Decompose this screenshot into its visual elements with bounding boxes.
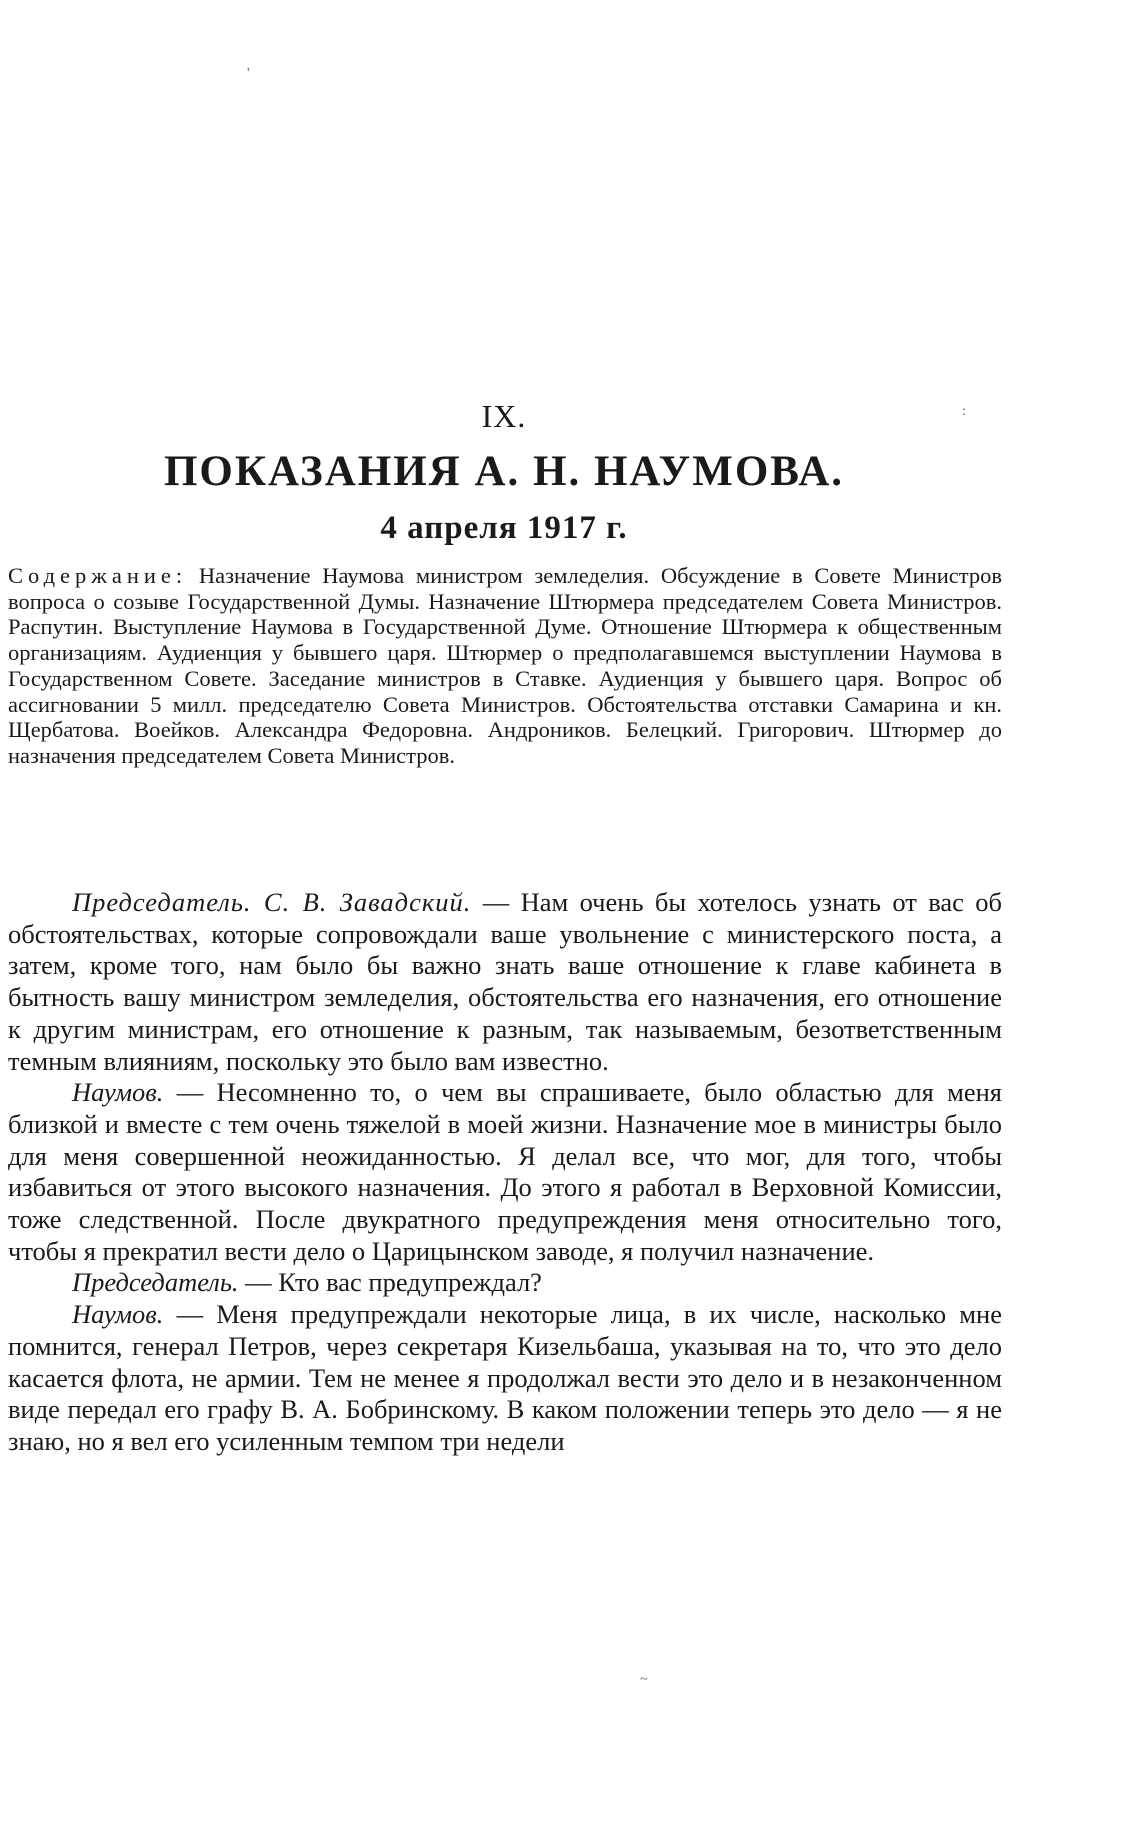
speaker-name: Председатель. (72, 1267, 239, 1298)
scan-speck: ~ (640, 1672, 648, 1687)
contents-label: Содержание: (8, 563, 188, 588)
paragraph-text: — Меня предупреждали некоторые лица, в их числе, насколько мне помнится, генерал Петров, через секретаря Кизельбаша, указывая на то, что это дело касается флота, не армии. Тем не менее я продолжал вести это дело и в незаконченном виде передал его графу В. А. Бобринскому. В каком положении теперь это дело — я не знаю, но я вел его усиленным темпом три недели (8, 1299, 1002, 1456)
testimony-text (8, 887, 1002, 1458)
testimony-date: 4 апреля 1917 г. (380, 510, 628, 546)
paragraph-chairman-question (8, 1267, 1002, 1299)
paragraph-text: — Нам очень бы хотелось узнать от вас об обстоятельствах, которые сопровождали ваше увольнение с министерского поста, а затем, кроме того, нам было бы важно знать ваше отношение к главе кабинета в бытность вашу министром земледелия, обстоятельства его назначения, его отношение к другим министрам, его отношение к разным, так называемым, безответственным темным влияниям, поскольку это было вам известно. (8, 887, 1002, 1076)
scan-speck: ' (247, 66, 250, 81)
paragraph-text: — Несомненно то, о чем вы спрашиваете, было областью для меня близкой и вместе с тем очень тяжелой в моей жизни. Назначение мое в министры было для меня совершенной неожиданностью. Я делал все, что мог, для того, чтобы избавиться от этого высокого назначения. До этого я работал в Верховной Комиссии, тоже следственной. После двукратного предупреждения меня относительно того, чтобы я прекратил вести дело о Царицынском заводе, я получил назначение. (8, 1077, 1002, 1266)
paragraph-naumov-answer (8, 1299, 1002, 1458)
contents-summary (8, 563, 1002, 769)
speaker-name: Председатель. С. В. Завадский. (72, 887, 472, 917)
paragraph-chairman-question (8, 887, 1002, 1077)
speaker-name: Наумов. (72, 1077, 164, 1108)
chapter-title: ПОКАЗАНИЯ А. Н. НАУМОВА. (163, 448, 845, 495)
chapter-number: IX. (481, 398, 527, 434)
paragraph-text: — Кто вас предупреждал? (238, 1267, 542, 1298)
paragraph-naumov-answer (8, 1077, 1002, 1267)
contents-text: Назначение Наумова министром земледелия. Обсуждение в Совете Министров вопроса о созыве Государственной Думы. Назначение Штюрмера председателем Совета Министров. Распутин. Выступление Наумова в Государственной Думе. Отношение Штюрмера к общественным организациям. Аудиенция у бывшего царя. Штюрмер о предполагавшемся выступлении Наумова в Государственном Совете. Заседание министров в Ставке. Аудиенция у бывшего царя. Вопрос об ассигновании 5 милл. председателю Совета Министров. Обстоятельства отставки Самарина и кн. Щербатова. Воейков. Александра Федоровна. Андроников. Белецкий. Григорович. Штюрмер до назначения председателем Совета Министров. (8, 563, 1002, 768)
speaker-name: Наумов. (72, 1299, 164, 1330)
scan-speck: : (962, 404, 966, 419)
